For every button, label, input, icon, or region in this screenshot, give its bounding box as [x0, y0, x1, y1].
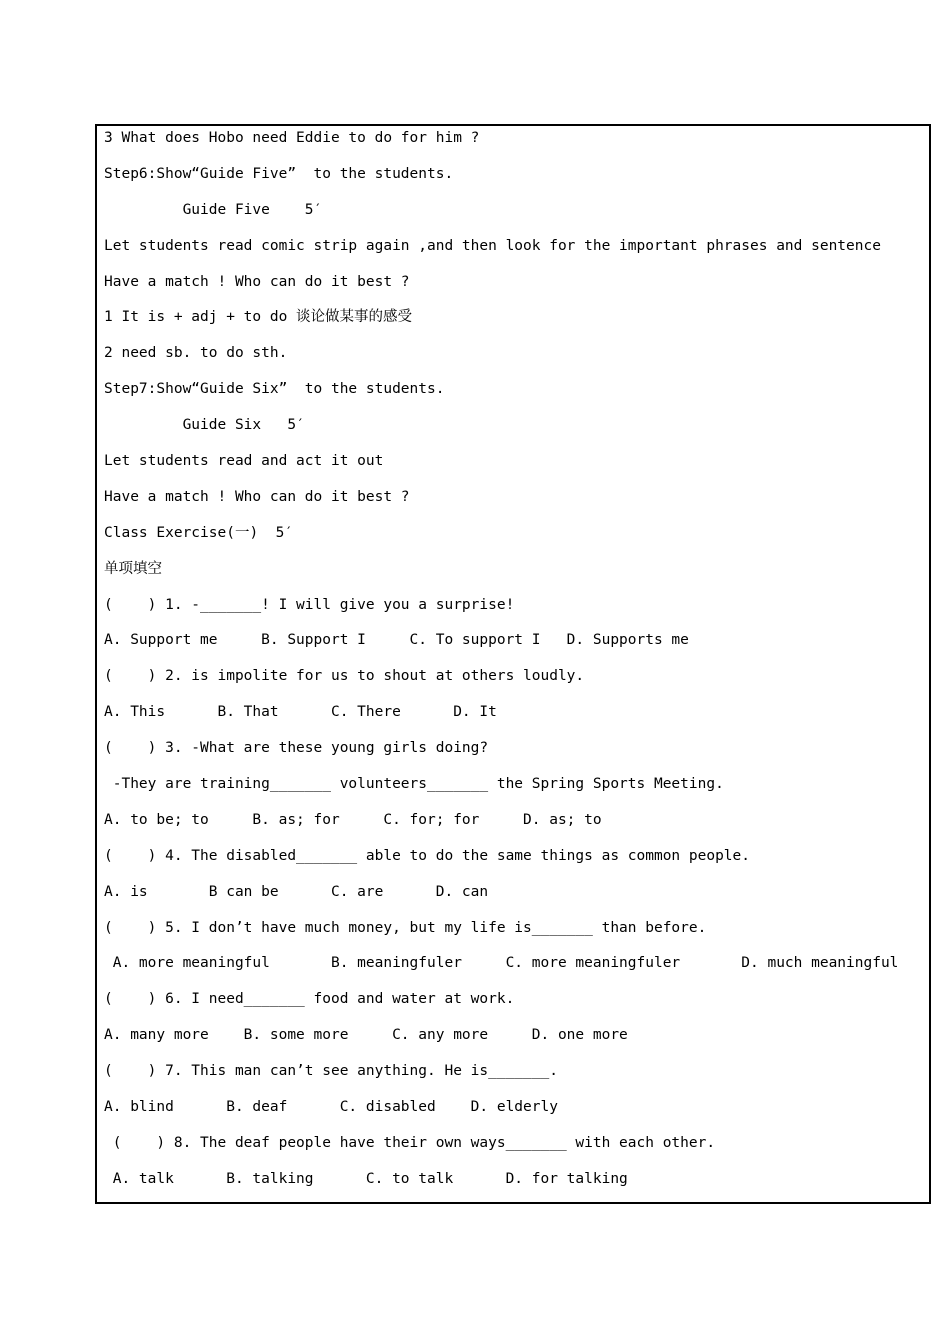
section-heading: 单项填空 — [104, 560, 162, 577]
text-line: Step6:Show“Guide Five” to the students. — [104, 165, 454, 182]
text-line: Let students read comic strip again ,and then look for the important phrases and sentence — [104, 237, 881, 254]
text-line: Step7:Show“Guide Six” to the students. — [104, 381, 445, 398]
options-line: A. talk B. talking C. to talk D. for talking — [104, 1170, 628, 1187]
text-line: Guide Five 5′ — [104, 201, 323, 218]
question-line: ( ) 1. -_______! I will give you a surprise! — [104, 596, 515, 613]
question-line: -They are training_______ volunteers_______ the Spring Sports Meeting. — [104, 776, 724, 793]
text-line: 1 It is + adj + to do 谈论做某事的感受 — [104, 309, 413, 326]
question-line: ( ) 5. I don’t have much money, but my life is_______ than before. — [104, 919, 707, 936]
question-line: ( ) 3. -What are these young girls doing? — [104, 740, 489, 757]
options-line: A. Support me B. Support I C. To support I D. Supports me — [104, 632, 689, 649]
text-line: 2 need sb. to do sth. — [104, 345, 288, 362]
options-line: A. blind B. deaf C. disabled D. elderly — [104, 1099, 558, 1116]
options-line: A. This B. That C. There D. It — [104, 704, 497, 721]
options-line: A. is B can be C. are D. can — [104, 883, 489, 900]
text-line: Have a match ! Who can do it best ? — [104, 273, 410, 290]
text-line: 3 What does Hobo need Eddie to do for him ? — [104, 130, 480, 146]
question-line: ( ) 4. The disabled_______ able to do the same things as common people. — [104, 847, 751, 864]
text-line: Let students read and act it out — [104, 453, 384, 470]
text-line: Guide Six 5′ — [104, 417, 305, 434]
options-line: A. many more B. some more C. any more D. one more — [104, 1027, 628, 1044]
document-body — [104, 128, 924, 1205]
options-line: A. more meaningful B. meaningfuler C. more meaningfuler D. much meaningful — [104, 955, 899, 972]
question-line: ( ) 7. This man can’t see anything. He is_______. — [104, 1063, 558, 1080]
question-line: ( ) 2. is impolite for us to shout at others loudly. — [104, 668, 585, 685]
text-line: Have a match ! Who can do it best ? — [104, 488, 410, 505]
question-line: ( ) 6. I need_______ food and water at work. — [104, 991, 515, 1008]
question-line: ( ) 8. The deaf people have their own ways_______ with each other. — [104, 1134, 716, 1151]
options-line: A. to be; to B. as; for C. for; for D. as; to — [104, 811, 602, 828]
text-line: Class Exercise(一) 5′ — [104, 524, 294, 541]
